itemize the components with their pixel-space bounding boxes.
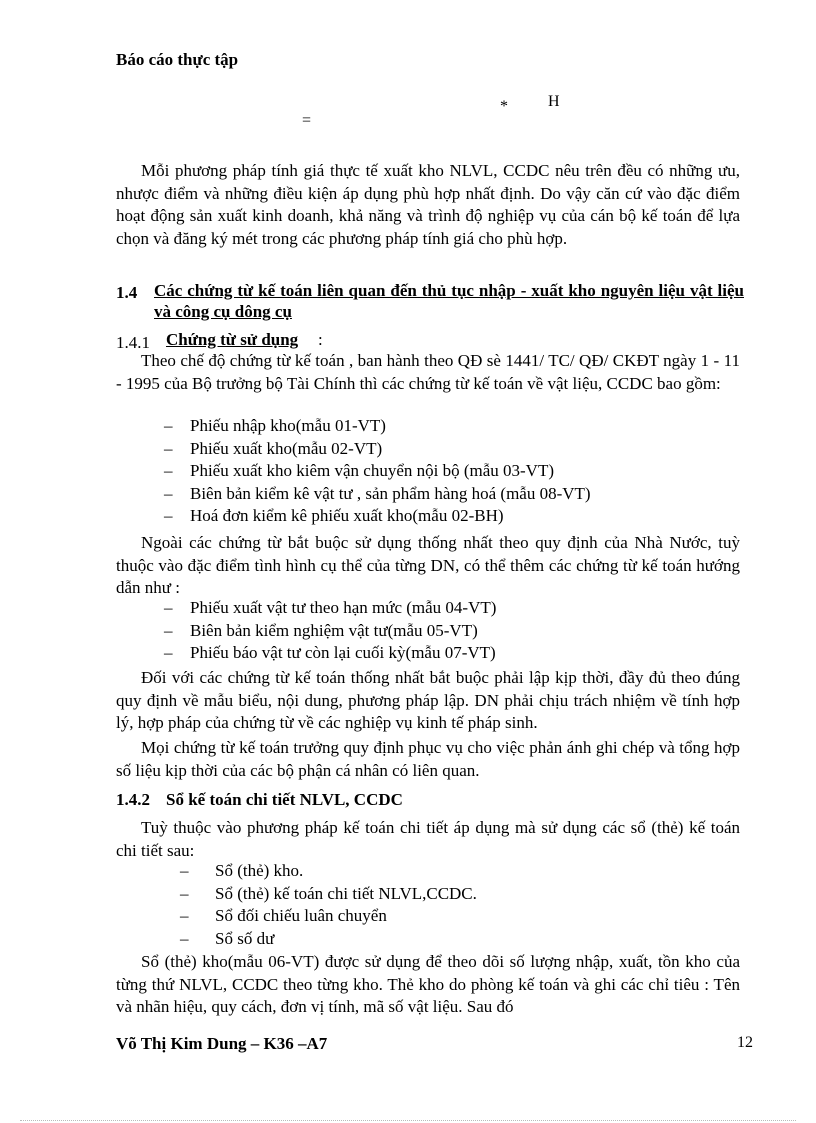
- paragraph-stock-card: Sổ (thẻ) kho(mẫu 06-VT) được sử dụng để theo dõi số lượng nhập, xuất, tồn kho của từng thứ NLVL, CCDC theo từng kho. Thẻ kho do phòng kế toán và ghi các chỉ tiêu : Tên và nhãn hiệu, quy cách, đơn vị tính, mã số vật liệu. Sau đó: [116, 952, 740, 1016]
- paragraph-pricing-methods: Mỗi phương pháp tính giá thực tế xuất kho NLVL, CCDC nêu trên đều có những ưu, nhược điểm và những điều kiện áp dụng phù hợp nhất định. Do vậy căn cứ vào đặc điểm hoạt động sản xuất kinh doanh, khả năng và trình độ nghiệp vụ của cán bộ kế toán để lựa chọn và đăng ký mét trong các phương pháp tính giá cho phù hợp.: [116, 161, 740, 248]
- list-item: – Biên bản kiểm nghiệm vật tư(mẫu 05-VT): [164, 620, 478, 640]
- paragraph-mandatory-documents: Đối với các chứng từ kế toán thống nhất bắt buộc phải lập kịp thời, đầy đủ theo đúng quy định về mẫu biểu, nội dung, phương pháp lập. DN phải chịu trách nhiệm về tính hợp lý, hợp pháp của chứng từ về các nghiệp vụ kinh tế pháp sinh.: [116, 668, 740, 732]
- section-heading-1-4-1: [116, 330, 516, 352]
- section-title: Chứng từ sử dụng: [166, 330, 299, 349]
- list-item: – Phiếu xuất kho kiêm vận chuyển nội bộ (mẫu 03-VT): [164, 461, 555, 480]
- paragraph-documents-intro: Theo chế độ chứng từ kế toán , ban hành theo QĐ sè 1441/ TC/ QĐ/ CKĐT ngày 1 - 11 - 1995 của Bộ trưởng bộ Tài Chính thì các chứng từ kế toán về vật liệu, CCDC bao gồm:: [116, 351, 740, 393]
- section-title: Sổ kế toán chi tiết NLVL, CCDC: [166, 790, 403, 809]
- list-item: – Sổ (thẻ) kế toán chi tiết NLVL,CCDC.: [180, 883, 477, 903]
- section-number: 1.4.1: [116, 333, 150, 352]
- footer-author: Võ Thị Kim Dung – K36 –A7: [116, 1034, 328, 1053]
- paragraph-detailed-books: Tuỳ thuộc vào phương pháp kế toán chi tiết áp dụng mà sử dụng các sổ (thẻ) kế toán chi tiết sau:: [116, 818, 740, 860]
- list-item: – Phiếu báo vật tư còn lại cuối kỳ(mẫu 07-VT): [164, 643, 496, 662]
- formula-star: *: [500, 98, 508, 115]
- list-item: – Phiếu nhập kho(mẫu 01-VT): [164, 416, 386, 435]
- section-title: Các chứng từ kế toán liên quan đến thủ tục nhập - xuất kho nguyên liệu vật liệu và công cụ dông cụ: [154, 281, 744, 321]
- section-heading-1-4-2: [116, 789, 616, 813]
- formula-equals: =: [302, 112, 312, 129]
- section-heading-1-4: [116, 280, 744, 322]
- page-number: 12: [737, 1034, 753, 1051]
- section-number: 1.4.2: [116, 790, 150, 809]
- document-list: [164, 415, 724, 528]
- list-item: – Hoá đơn kiểm kê phiếu xuất kho(mẫu 02-BH): [164, 506, 504, 525]
- page-bottom-divider: [20, 1120, 796, 1121]
- paragraph-chief-accountant: Mọi chứng từ kế toán trưởng quy định phục vụ cho việc phản ánh ghi chép và tổng hợp số liệu kịp thời của các bộ phận cá nhân có liên quan.: [116, 738, 740, 780]
- section-colon: :: [318, 330, 323, 349]
- page-header: Báo cáo thực tập: [116, 50, 239, 69]
- list-item: – Biên bản kiểm kê vật tư , sản phẩm hàng hoá (mẫu 08-VT): [164, 483, 591, 503]
- list-item: – Phiếu xuất kho(mẫu 02-VT): [164, 438, 383, 458]
- formula-h: H: [548, 93, 560, 110]
- list-item: – Sổ đối chiếu luân chuyển: [180, 906, 387, 925]
- list-item: – Sổ (thẻ) kho.: [180, 861, 304, 880]
- books-list: [180, 860, 720, 950]
- section-number: 1.4: [116, 283, 138, 302]
- paragraph-guidance-documents: Ngoài các chứng từ bắt buộc sử dụng thống nhất theo quy định của Nhà Nước, tuỳ thuộc vào đặc điểm tình hình cụ thể của từng DN, có thể thêm các chứng từ kế toán hướng dẫn như :: [116, 533, 740, 597]
- guidance-list: [164, 597, 724, 665]
- list-item: – Phiếu xuất vật tư theo hạn mức (mẫu 04-VT): [164, 598, 497, 617]
- list-item: – Sổ số dư: [180, 928, 275, 948]
